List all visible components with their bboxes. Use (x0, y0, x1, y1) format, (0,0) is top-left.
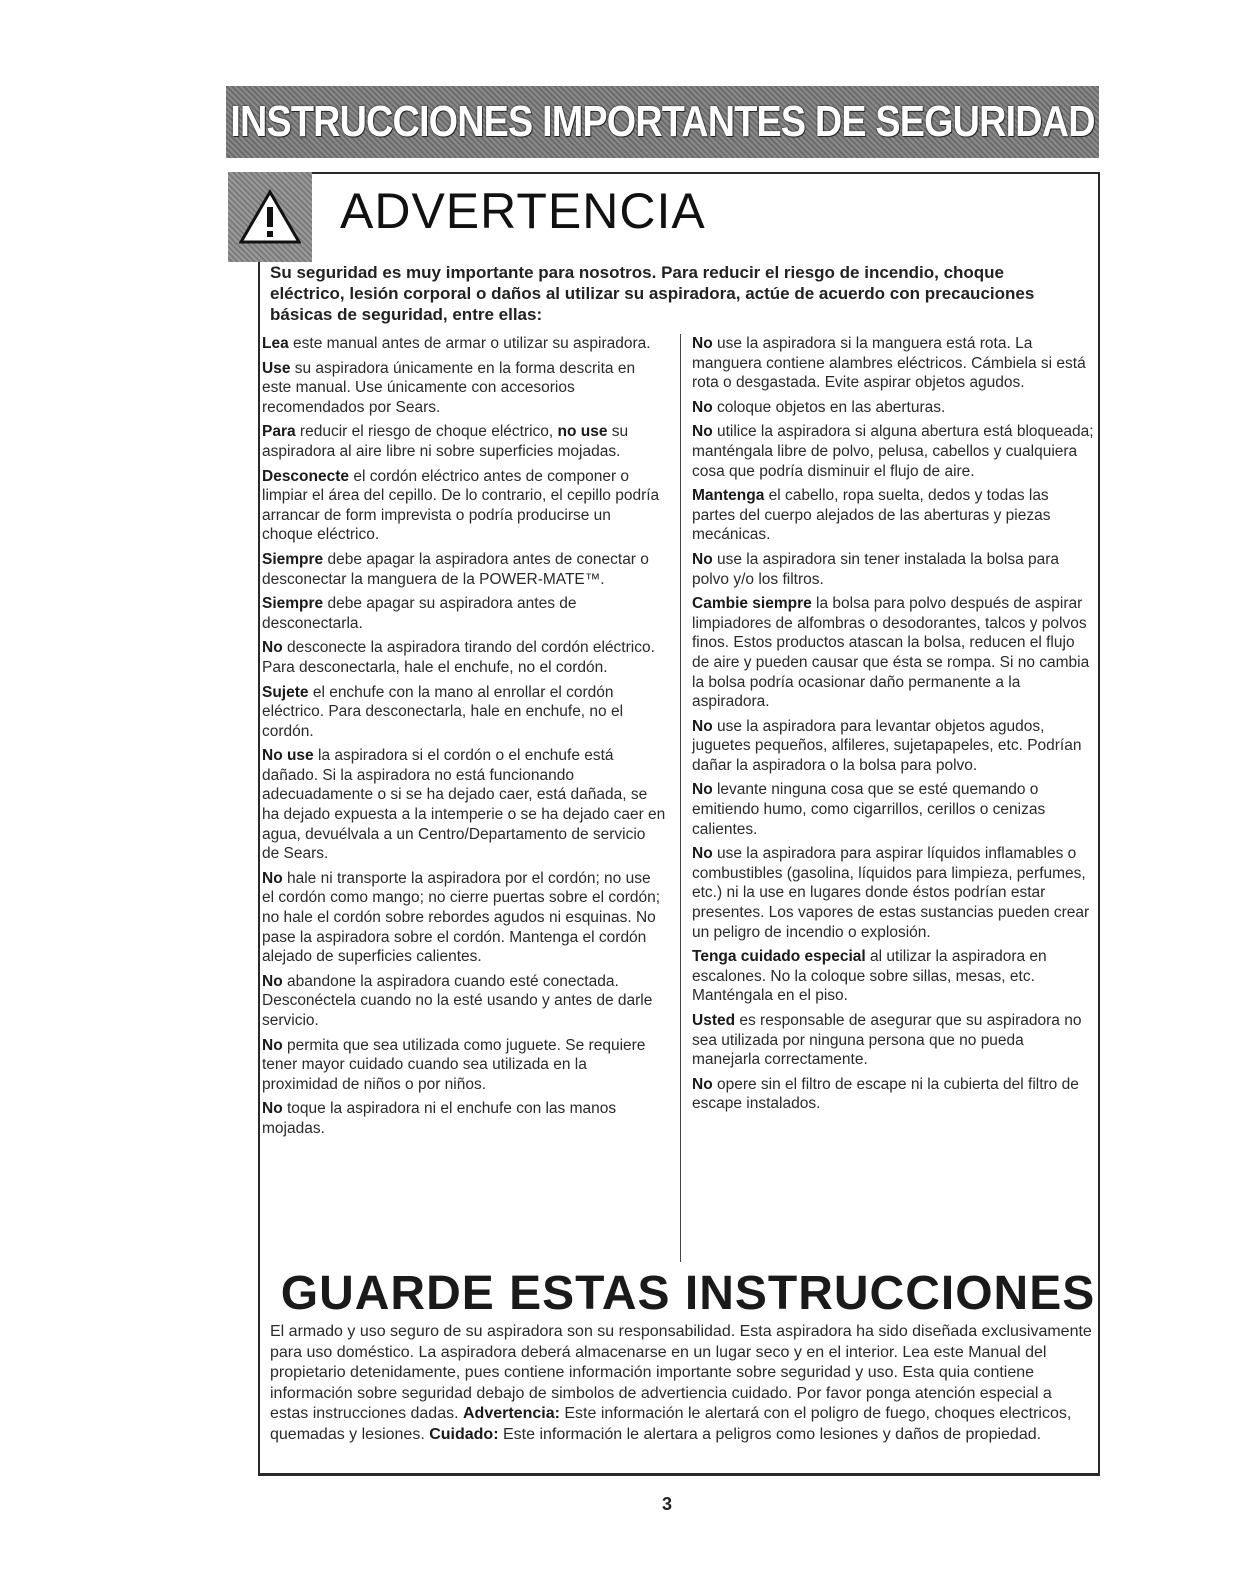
warning-icon-box (228, 172, 312, 262)
list-item: No toque la aspiradora ni el enchufe con las manos mojadas. (262, 1100, 617, 1137)
list-item: No desconecte la aspiradora tirando del cordón eléctrico. Para desconectarla, hale el enchufe, no el cordón. (262, 639, 655, 676)
list-item: No permita que sea utilizada como juguete. Se requiere tener mayor cuidado cuando sea utilizada en la proximidad de niños o por niños. (262, 1036, 646, 1093)
list-item: No coloque objetos en las aberturas. (692, 398, 946, 416)
list-item: Cambie siempre la bolsa para polvo después de aspirar limpiadores de alfombras o desodorantes, talcos y polvos finos. Estos productos atascan la bolsa, reducen el flujo de aire y pueden causar que ésta se rompa. Si no cambia la bolsa podría ocasionar daño permanente a la aspiradora. (692, 595, 1090, 711)
list-item: Siempre debe apagar la aspiradora antes de conectar o desconectar la manguera de la POWER-MATE™. (262, 550, 649, 588)
save-instructions-text: El armado y uso seguro de su aspiradora son su responsabilidad. Esta aspiradora ha sido diseñada exclusivamente para uso doméstico. La aspiradora deberá almacenarse en un lugar seco y en el interior. Lea este Manual del propietario detenidamente, pues contiene información importante sobre seguridad y uso. Esta quia contiene información sobre seguridad debajo de simbolos de advertiencia cuidado. Por favor ponga atención especial a estas instrucciones dadas. Advertencia: Este información le alertará con el poligro de fuego, choques electricos, quemadas y lesiones. Cuidado: Este información le alertara a peligros como lesiones y daños de propiedad. (270, 1323, 1092, 1443)
list-item: Usted es responsable de asegurar que su aspiradora no sea utilizada por ninguna persona que no pueda manejarla correctamente. (692, 1012, 1082, 1069)
right-column (692, 334, 1096, 1119)
list-item: Mantenga el cabello, ropa suelta, dedos y todas las partes del cuerpo alejados de las aberturas y piezas mecánicas. (692, 487, 1051, 544)
list-item: No use la aspiradora para aspirar líquidos inflamables o combustibles (gasolina, líquidos para limpieza, perfumes, etc.) ni la use en lugares donde éstos podrían estar presentes. Los vapores de estas sustancias pueden crear un peligro de incendio o explosión. (692, 845, 1090, 941)
list-item: Siempre debe apagar su aspiradora antes de desconectarla. (262, 595, 577, 632)
list-item: No hale ni transporte la aspiradora por el cordón; no use el cordón como mango; no cierre puertas sobre el cordón; no hale el cordón sobre rebordes agudos ni esquinas. No pase la aspiradora sobre el cordón. Mantenga el cordón alejado de superficies calientes. (262, 869, 661, 966)
column-divider (680, 334, 681, 1262)
list-item: No levante ninguna cosa que se esté quemando o emitiendo humo, como cigarrillos, cerillos o cenizas calientes. (692, 781, 1046, 838)
left-column (262, 334, 666, 1144)
list-item: Para reducir el riesgo de choque eléctrico, no use su aspiradora al aire libre ni sobre superficies mojadas. (262, 423, 629, 460)
save-instructions-heading: GUARDE ESTAS INSTRUCCIONES (280, 1267, 1096, 1320)
warning-intro: Su seguridad es muy importante para nosotros. Para reducir el riesgo de incendio, choque eléctrico, lesión corporal o daños al utilizar su aspiradora, actúe de acuerdo con precauciones básicas de seguridad, entre ellas: (270, 263, 1035, 324)
list-item: No use la aspiradora sin tener instalada la bolsa para polvo y/o los filtros. (692, 550, 1060, 588)
list-item: Sujete el enchufe con la mano al enrollar el cordón eléctrico. Para desconectarla, hale en enchufe, no el cordón. (262, 683, 624, 740)
list-item: No abandone la aspiradora cuando esté conectada. Desconéctela cuando no la esté usando y antes de darle servicio. (262, 972, 653, 1029)
warning-heading: ADVERTENCIA (340, 183, 706, 239)
banner-title: INSTRUCCIONES IMPORTANTES DE SEGURIDAD (230, 97, 1095, 146)
list-item: Lea este manual antes de armar o utilizar su aspiradora. (262, 335, 651, 352)
list-item: No use la aspiradora si el cordón o el enchufe está dañado. Si la aspiradora no está funcionando adecuadamente o si se ha dejado caer, está dañada, se ha dejado expuesta a la intemperie o se ha dejado caer en agua, devuélvala a un Centro/Departamento de servicio de Sears. (262, 747, 666, 863)
page-number: 3 (662, 1494, 673, 1514)
list-item: No use la aspiradora para levantar objetos agudos, juguetes pequeños, alfileres, sujetapapeles, etc. Podrían dañar la aspiradora o la bolsa para polvo. (692, 717, 1082, 774)
list-item: Desconecte el cordón eléctrico antes de componer o limpiar el área del cepillo. De lo contrario, el cepillo podría arrancar de form imprevista o podría producirse un choque eléctrico. (262, 467, 660, 544)
list-item: No opere sin el filtro de escape ni la cubierta del filtro de escape instalados. (692, 1075, 1079, 1113)
list-item: Tenga cuidado especial al utilizar la aspiradora en escalones. No la coloque sobre sillas, mesas, etc. Manténgala en el piso. (692, 948, 1047, 1005)
list-item: Use su aspiradora únicamente en la forma descrita en este manual. Use únicamente con accesorios recomendados por Sears. (262, 359, 636, 416)
safety-banner (226, 86, 1099, 158)
list-item: No utilice la aspiradora si alguna abertura está bloqueada; manténgala libre de polvo, pelusa, cabellos y cualquiera cosa que podría disminuir el flujo de aire. (692, 423, 1094, 480)
warning-triangle-icon (239, 189, 301, 245)
list-item: No use la aspiradora si la manguera está rota. La manguera contiene alambres eléctricos. Cámbiela si está rota o desgastada. Evite aspirar objetos agudos. (692, 335, 1086, 392)
